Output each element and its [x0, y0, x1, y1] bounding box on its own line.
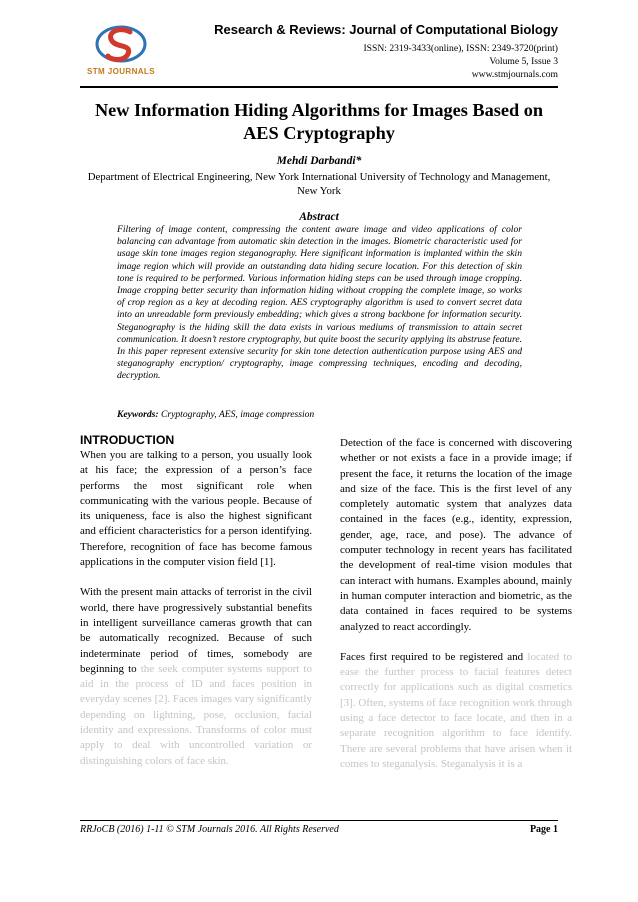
right-paragraph-2-visible: Faces first required to be registered and [340, 650, 524, 663]
website-line: www.stmjournals.com [471, 69, 558, 80]
stm-logo-icon [80, 22, 162, 66]
article-title: New Information Hiding Algorithms for Images Based on AES Cryptography [94, 100, 544, 143]
page-number: Page 1 [529, 824, 558, 835]
footer-divider [80, 820, 558, 821]
left-paragraph-2 [80, 585, 312, 769]
left-paragraph-1: When you are talking to a person, you usually look at his face; the expression of a person’s face performs the most significant role when communicating with the various people. Because of its uniqueness, face is also the highest significant and efficient characteristics for a person identifying. Therefore, recognition of face has become famous applications in the computer vision field [1]. [80, 449, 312, 569]
left-column [80, 432, 312, 769]
author-affiliation: Department of Electrical Engineering, New York International University of Technology and Management, New York [87, 171, 551, 197]
right-column [340, 436, 572, 772]
header-divider [80, 86, 558, 88]
journal-title: Research & Reviews: Journal of Computational Biology [214, 22, 558, 37]
volume-line: Volume 5, Issue 3 [489, 56, 558, 67]
abstract-heading: Abstract [299, 211, 339, 223]
issn-line: ISSN: 2319-3433(online), ISSN: 2349-3720(print) [363, 43, 558, 54]
journal-meta [363, 42, 558, 81]
keywords-values: Cryptography, AES, image compression [160, 409, 315, 420]
author-name: Mehdi Darbandi* [276, 155, 362, 167]
right-paragraph-2 [340, 650, 572, 772]
right-paragraph-2-faded: located to ease the further process to facial features detect correctly for applications such as digital cosmetics [3]. Often, systems of face recognition work through using a face detector to face locate, and then in a separate recognition algorithm to face identify. There are several problems that have arisen when it comes to steganalysis. Steganalysis it is a [340, 650, 572, 770]
left-paragraph-2-visible: With the present main attacks of terrorist in the civil world, there have progressively substantial benefits in intelligent surveillance cameras growth that can be automatically recognized. Because of such indeterminate period of times, somebody are beginning to [80, 586, 312, 675]
footer-citation: RRJoCB (2016) 1-11 © STM Journals 2016. All Rights Reserved [80, 824, 339, 835]
logo-wordmark: STM JOURNALS [87, 67, 155, 76]
keywords-label: Keywords: [117, 409, 159, 420]
keywords-line [117, 409, 522, 420]
introduction-heading: INTRODUCTION [80, 433, 175, 447]
journal-logo [80, 22, 162, 80]
left-paragraph-2-faded: the seek computer systems support to aid in the process of ID and faces position in everyday scenes [2]. Faces images vary significantly depending on lightning, pose, occlusion, facial identity and expressions. Transforms of color must apply to deal with uncontrolled variation or distinguishing colors of face skin. [80, 662, 312, 767]
abstract-text: Filtering of image content, compressing the content aware image and video applications of color balancing can advantage from automatic skin detection in the images. Biometric characteristic used for usage skin tone images region steganography. Here significant information is implanted within the skin image region which will provide an outstanding data hiding secure location. For this detection of skin tone is required to be performed. Various information hiding steps can be used through image cropping. Image cropping better security than information hiding without cropping the complete image, so works of crop region as a key at decoding region. AES cryptography algorithm is used to convert secret data into an unreadable form previously embedding; which gives a strong backbone for information security. Steganography is the hiding skill the data exists in various mediums of transmission to attain secret communication. It doesn’t restore cryptography, but quite boost the security applying its abstruse feature. In this paper represent extensive security for skin tone detection authentication purpose using AES and steganography encryption/ cryptography, image compressing techniques, encoding and decoding, decryption. [117, 224, 522, 382]
right-paragraph-1: Detection of the face is concerned with discovering whether or not exists a face in a provide image; if present the face, it returns the location of the image and size of the face. This is the first level of any completely automatic system that analyzes data contained in the faces (e.g., identity, expression, gender, age, race, and pose). The advance of computer technology in recent years has facilitated the development of real-time vision modules that can interact with humans. Examples abound, mainly in human computer interaction and biometric, as the data contained in faces required to be systems analyzed to react accordingly. [340, 437, 572, 633]
